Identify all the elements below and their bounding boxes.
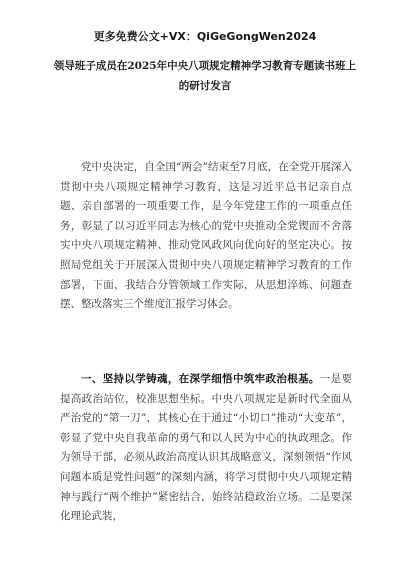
section-1-paragraph	[60, 370, 352, 527]
section-1-heading: 一、坚持以学铸魂，在深学细悟中筑牢政治根基。	[81, 373, 320, 385]
intro-paragraph: 党中央决定，自全国“两会”结束至7月底，在全党开展深入贯彻中央八项规定精神学习教育，这是习近平总书记亲自点题、亲自部署的一项重要工作，是今年党建工作的一项重点任务，彰显了以习近平同志为核心的党中央推动全党锲而不舍落实中央八项规定精神、推动党风政风向优向好的坚定决心。按照局党组关于开展深入贯彻中央八项规定精神学习教育的工作部署，下面，我结合分管领域工作实际，从思想淬炼、问题查摆、整改落实三个维度汇报学习体会。	[60, 161, 352, 311]
promo-header: 更多免费公文+VX：QiGeGongWen2024	[93, 30, 317, 43]
document-title: 领导班子成员在2025年中央八项规定精神学习教育专题读书班上的研讨发言	[53, 60, 357, 92]
section-1-body: 一是要提高政治站位，校准思想坐标。中央八项规定是新时代全面从严治党的“第一刀”，其核心在于通过“小切口”推动“大变革”，彰显了党中央自我革命的勇气和以人民为中心的执政理念。作为领导干部，必须从政治高度认识其战略意义，深刻领悟“作风问题本质是党性问题”的深刻内涵，将学习贯彻中央八项规定精神与践行“两个维护”紧密结合，始终站稳政治立场。二是要深化理论武装，	[60, 373, 353, 523]
